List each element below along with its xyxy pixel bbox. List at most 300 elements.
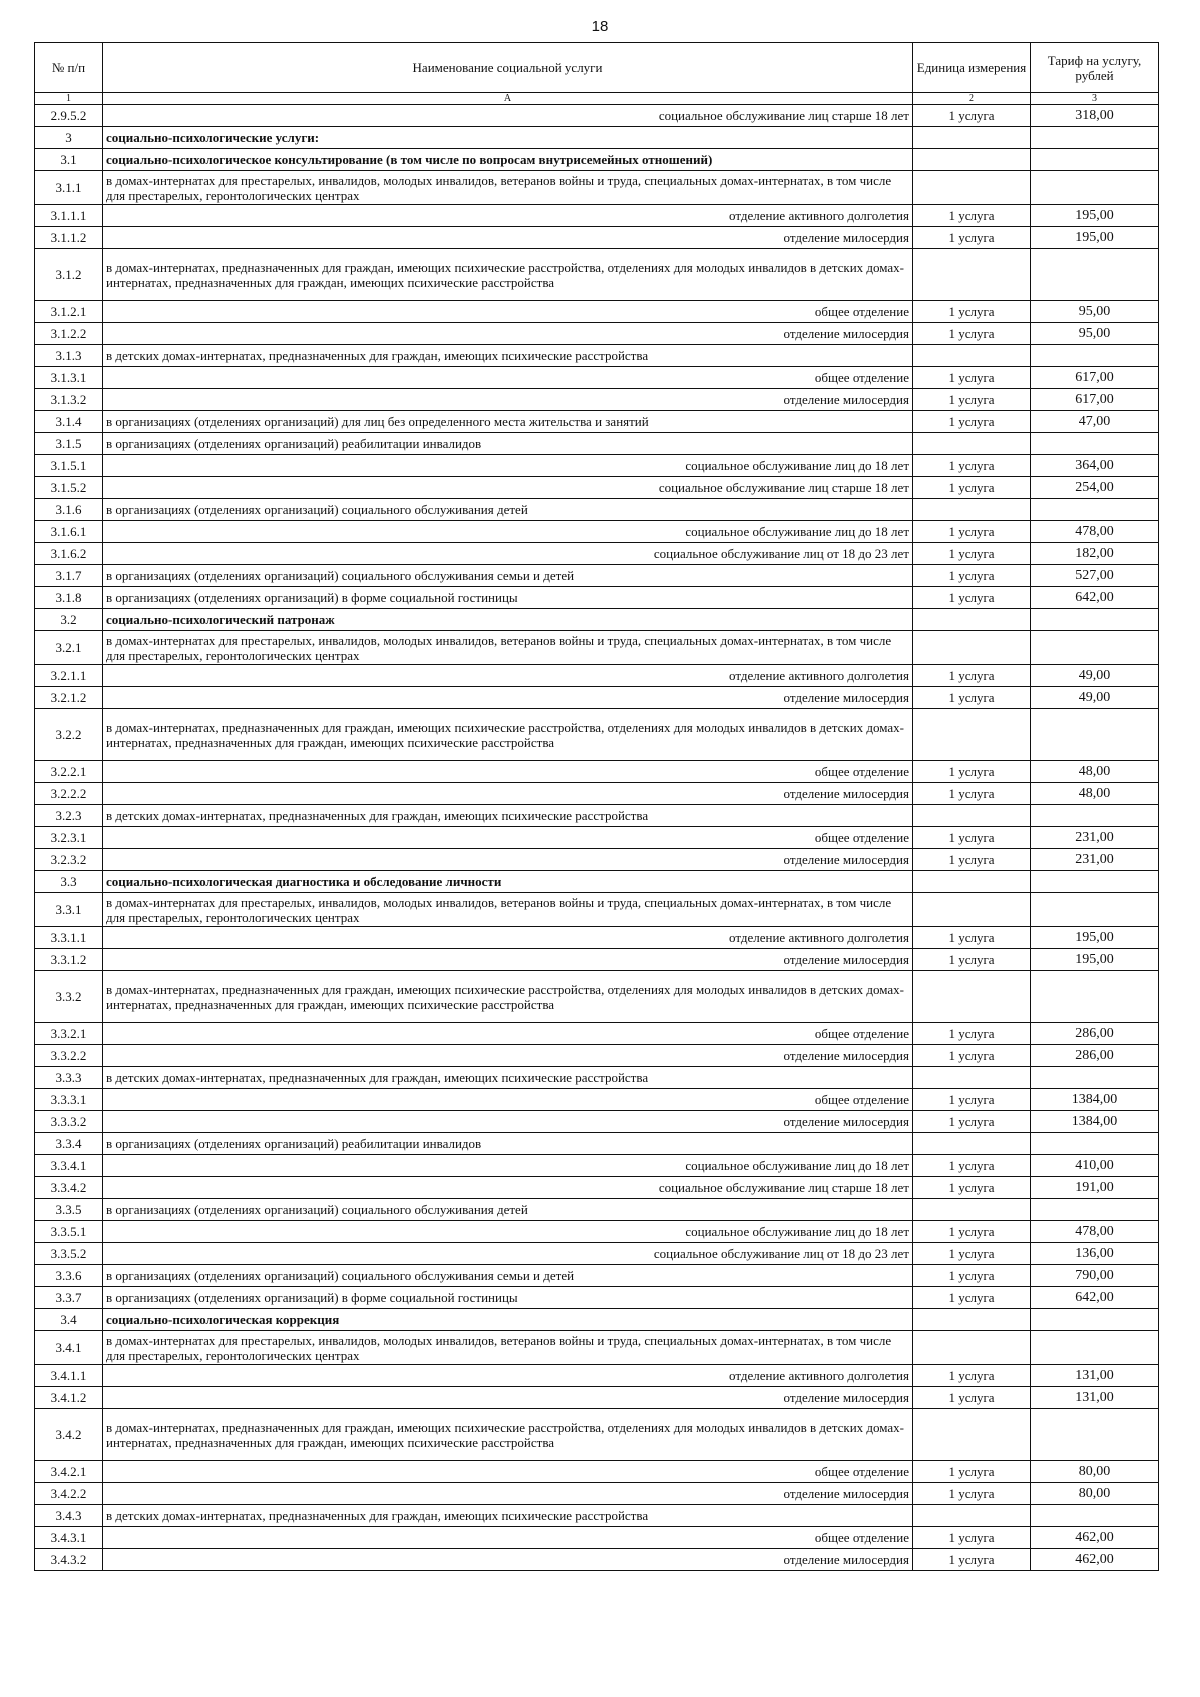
table-row	[35, 1243, 1159, 1265]
header-name: Наименование социальной услуги	[103, 43, 913, 93]
table-row	[35, 783, 1159, 805]
row-tariff: 136,00	[1031, 1243, 1159, 1265]
row-number: 3.2.2	[35, 709, 103, 761]
row-unit	[913, 631, 1031, 665]
table-row	[35, 323, 1159, 345]
row-service-name: в детских домах-интернатах, предназначенных для граждан, имеющих психические расстройства	[103, 805, 913, 827]
row-tariff: 286,00	[1031, 1023, 1159, 1045]
row-service-name: социальное обслуживание лиц старше 18 лет	[103, 477, 913, 499]
row-tariff: 49,00	[1031, 687, 1159, 709]
row-number: 3.3.2	[35, 971, 103, 1023]
table-row	[35, 1045, 1159, 1067]
row-service-name: общее отделение	[103, 1527, 913, 1549]
table-row	[35, 565, 1159, 587]
table-row	[35, 1409, 1159, 1461]
row-unit: 1 услуга	[913, 1111, 1031, 1133]
row-tariff: 478,00	[1031, 521, 1159, 543]
row-number: 3.1.2.2	[35, 323, 103, 345]
row-unit	[913, 249, 1031, 301]
table-row	[35, 1089, 1159, 1111]
row-unit: 1 услуга	[913, 849, 1031, 871]
row-number: 3.2.1	[35, 631, 103, 665]
row-number: 3.3	[35, 871, 103, 893]
row-number: 3.1	[35, 149, 103, 171]
row-number: 3.1.2	[35, 249, 103, 301]
row-unit	[913, 127, 1031, 149]
table-row	[35, 761, 1159, 783]
row-number: 3.3.4.2	[35, 1177, 103, 1199]
row-tariff	[1031, 1409, 1159, 1461]
row-number: 3.3.3.2	[35, 1111, 103, 1133]
row-service-name: социальное обслуживание лиц старше 18 лет	[103, 1177, 913, 1199]
row-service-name: социальное обслуживание лиц старше 18 лет	[103, 105, 913, 127]
row-number: 3	[35, 127, 103, 149]
row-service-name: общее отделение	[103, 827, 913, 849]
row-number: 3.1.3.2	[35, 389, 103, 411]
row-service-name: отделение активного долголетия	[103, 1365, 913, 1387]
table-row	[35, 389, 1159, 411]
row-unit: 1 услуга	[913, 411, 1031, 433]
table-row	[35, 433, 1159, 455]
row-number: 3.4.1.1	[35, 1365, 103, 1387]
row-tariff	[1031, 1331, 1159, 1365]
row-service-name: отделение милосердия	[103, 1111, 913, 1133]
row-service-name: в домах-интернатах для престарелых, инвалидов, молодых инвалидов, ветеранов войны и труда, специальных домах-интернатах, в том числе для престарелых, геронтологических центрах	[103, 631, 913, 665]
table-row	[35, 949, 1159, 971]
table-row	[35, 249, 1159, 301]
row-service-name: в домах-интернатах для престарелых, инвалидов, молодых инвалидов, ветеранов войны и труда, специальных домах-интернатах, в том числе для престарелых, геронтологических центрах	[103, 893, 913, 927]
row-number: 3.1.6	[35, 499, 103, 521]
header-num: № п/п	[35, 43, 103, 93]
header-tariff: Тариф на услугу, рублей	[1031, 43, 1159, 93]
row-service-name: общее отделение	[103, 301, 913, 323]
row-tariff	[1031, 631, 1159, 665]
row-tariff: 195,00	[1031, 927, 1159, 949]
row-number: 3.1.6.1	[35, 521, 103, 543]
row-tariff: 49,00	[1031, 665, 1159, 687]
row-number: 3.2.3.2	[35, 849, 103, 871]
row-tariff: 642,00	[1031, 1287, 1159, 1309]
tariff-table	[34, 42, 1159, 1571]
row-service-name: общее отделение	[103, 1023, 913, 1045]
row-service-name: отделение милосердия	[103, 323, 913, 345]
row-unit: 1 услуга	[913, 323, 1031, 345]
row-tariff: 95,00	[1031, 301, 1159, 323]
row-unit: 1 услуга	[913, 477, 1031, 499]
row-tariff: 364,00	[1031, 455, 1159, 477]
row-service-name: отделение активного долголетия	[103, 665, 913, 687]
table-row	[35, 1549, 1159, 1571]
row-unit: 1 услуга	[913, 1483, 1031, 1505]
row-tariff	[1031, 1309, 1159, 1331]
table-row	[35, 1265, 1159, 1287]
row-unit: 1 услуга	[913, 565, 1031, 587]
row-number: 3.1.8	[35, 587, 103, 609]
row-tariff	[1031, 171, 1159, 205]
table-row	[35, 543, 1159, 565]
row-unit: 1 услуга	[913, 1089, 1031, 1111]
row-tariff	[1031, 1199, 1159, 1221]
row-unit: 1 услуга	[913, 543, 1031, 565]
row-unit: 1 услуга	[913, 367, 1031, 389]
row-number: 3.3.2.1	[35, 1023, 103, 1045]
table-row	[35, 345, 1159, 367]
row-tariff: 617,00	[1031, 389, 1159, 411]
row-tariff: 1384,00	[1031, 1111, 1159, 1133]
row-number: 3.1.2.1	[35, 301, 103, 323]
row-unit: 1 услуга	[913, 949, 1031, 971]
row-tariff: 80,00	[1031, 1483, 1159, 1505]
row-tariff: 80,00	[1031, 1461, 1159, 1483]
row-service-name: в детских домах-интернатах, предназначенных для граждан, имеющих психические расстройства	[103, 1067, 913, 1089]
row-service-name: общее отделение	[103, 1089, 913, 1111]
table-row	[35, 849, 1159, 871]
row-unit: 1 услуга	[913, 105, 1031, 127]
table-row	[35, 301, 1159, 323]
row-service-name: отделение милосердия	[103, 389, 913, 411]
row-tariff: 195,00	[1031, 949, 1159, 971]
row-tariff: 410,00	[1031, 1155, 1159, 1177]
index-num: 1	[35, 93, 103, 105]
row-service-name: социально-психологическая коррекция	[103, 1309, 913, 1331]
row-number: 3.3.5.1	[35, 1221, 103, 1243]
row-service-name: отделение милосердия	[103, 227, 913, 249]
table-row	[35, 1483, 1159, 1505]
row-number: 3.3.5	[35, 1199, 103, 1221]
row-tariff: 47,00	[1031, 411, 1159, 433]
row-unit: 1 услуга	[913, 521, 1031, 543]
row-number: 3.1.1.1	[35, 205, 103, 227]
table-row	[35, 631, 1159, 665]
row-tariff: 191,00	[1031, 1177, 1159, 1199]
row-tariff	[1031, 249, 1159, 301]
row-tariff: 95,00	[1031, 323, 1159, 345]
row-unit	[913, 171, 1031, 205]
row-unit	[913, 609, 1031, 631]
table-row	[35, 587, 1159, 609]
row-service-name: в организациях (отделениях организаций) социального обслуживания семьи и детей	[103, 565, 913, 587]
row-service-name: социально-психологическое консультирование (в том числе по вопросам внутрисемейных отношений)	[103, 149, 913, 171]
table-row	[35, 971, 1159, 1023]
row-number: 3.4.2.1	[35, 1461, 103, 1483]
row-number: 3.2.2.2	[35, 783, 103, 805]
row-service-name: отделение милосердия	[103, 949, 913, 971]
row-tariff: 617,00	[1031, 367, 1159, 389]
row-tariff	[1031, 893, 1159, 927]
row-tariff	[1031, 709, 1159, 761]
row-unit	[913, 1067, 1031, 1089]
row-tariff	[1031, 127, 1159, 149]
column-index-row	[35, 93, 1159, 105]
row-service-name: в домах-интернатах, предназначенных для граждан, имеющих психические расстройства, отделениях для молодых инвалидов в детских домах-интернатах, предназначенных для граждан, имеющих психические расстройства	[103, 709, 913, 761]
row-number: 3.3.1.1	[35, 927, 103, 949]
row-number: 3.1.5.2	[35, 477, 103, 499]
row-service-name: отделение милосердия	[103, 1387, 913, 1409]
row-tariff	[1031, 149, 1159, 171]
row-number: 3.4.1	[35, 1331, 103, 1365]
row-number: 3.3.3	[35, 1067, 103, 1089]
row-unit	[913, 871, 1031, 893]
row-tariff	[1031, 805, 1159, 827]
header-unit: Единица измерения	[913, 43, 1031, 93]
row-tariff	[1031, 971, 1159, 1023]
row-number: 3.4.3.2	[35, 1549, 103, 1571]
row-number: 3.3.7	[35, 1287, 103, 1309]
row-number: 3.1.4	[35, 411, 103, 433]
row-number: 3.2	[35, 609, 103, 631]
row-unit: 1 услуга	[913, 1387, 1031, 1409]
row-service-name: в детских домах-интернатах, предназначенных для граждан, имеющих психические расстройства	[103, 345, 913, 367]
row-tariff: 131,00	[1031, 1387, 1159, 1409]
table-row	[35, 205, 1159, 227]
row-service-name: в организациях (отделениях организаций) для лиц без определенного места жительства и занятий	[103, 411, 913, 433]
row-unit	[913, 971, 1031, 1023]
row-number: 2.9.5.2	[35, 105, 103, 127]
row-service-name: социально-психологическая диагностика и обследование личности	[103, 871, 913, 893]
table-row	[35, 805, 1159, 827]
row-service-name: в организациях (отделениях организаций) реабилитации инвалидов	[103, 1133, 913, 1155]
row-unit: 1 услуга	[913, 227, 1031, 249]
row-unit: 1 услуга	[913, 1243, 1031, 1265]
table-row	[35, 1177, 1159, 1199]
row-tariff: 790,00	[1031, 1265, 1159, 1287]
row-number: 3.3.2.2	[35, 1045, 103, 1067]
row-tariff: 48,00	[1031, 783, 1159, 805]
row-unit: 1 услуга	[913, 301, 1031, 323]
table-row	[35, 1221, 1159, 1243]
row-number: 3.2.2.1	[35, 761, 103, 783]
row-unit: 1 услуга	[913, 1155, 1031, 1177]
row-unit	[913, 1309, 1031, 1331]
row-tariff: 48,00	[1031, 761, 1159, 783]
row-unit: 1 услуга	[913, 761, 1031, 783]
row-service-name: общее отделение	[103, 1461, 913, 1483]
row-service-name: в организациях (отделениях организаций) в форме социальной гостиницы	[103, 1287, 913, 1309]
table-row	[35, 1155, 1159, 1177]
row-unit	[913, 345, 1031, 367]
table-row	[35, 1067, 1159, 1089]
row-unit: 1 услуга	[913, 687, 1031, 709]
table-row	[35, 127, 1159, 149]
row-number: 3.4.2	[35, 1409, 103, 1461]
row-number: 3.1.5.1	[35, 455, 103, 477]
table-row	[35, 105, 1159, 127]
row-service-name: в организациях (отделениях организаций) социального обслуживания детей	[103, 499, 913, 521]
table-row	[35, 709, 1159, 761]
row-service-name: в организациях (отделениях организаций) в форме социальной гостиницы	[103, 587, 913, 609]
row-service-name: в домах-интернатах, предназначенных для граждан, имеющих психические расстройства, отделениях для молодых инвалидов в детских домах-интернатах, предназначенных для граждан, имеющих психические расстройства	[103, 249, 913, 301]
row-number: 3.2.1.1	[35, 665, 103, 687]
row-service-name: общее отделение	[103, 761, 913, 783]
row-number: 3.3.3.1	[35, 1089, 103, 1111]
table-row	[35, 1461, 1159, 1483]
row-number: 3.4.3.1	[35, 1527, 103, 1549]
row-service-name: общее отделение	[103, 367, 913, 389]
row-number: 3.4	[35, 1309, 103, 1331]
table-row	[35, 1365, 1159, 1387]
row-service-name: отделение милосердия	[103, 1549, 913, 1571]
row-number: 3.3.4.1	[35, 1155, 103, 1177]
row-number: 3.1.1.2	[35, 227, 103, 249]
row-tariff: 478,00	[1031, 1221, 1159, 1243]
table-row	[35, 1331, 1159, 1365]
row-unit	[913, 709, 1031, 761]
table-row	[35, 499, 1159, 521]
row-unit: 1 услуга	[913, 827, 1031, 849]
row-service-name: социальное обслуживание лиц до 18 лет	[103, 1221, 913, 1243]
table-row	[35, 827, 1159, 849]
row-number: 3.1.6.2	[35, 543, 103, 565]
row-number: 3.2.3	[35, 805, 103, 827]
row-tariff	[1031, 433, 1159, 455]
table-row	[35, 1527, 1159, 1549]
row-number: 3.2.3.1	[35, 827, 103, 849]
table-row	[35, 367, 1159, 389]
row-unit: 1 услуга	[913, 1177, 1031, 1199]
row-tariff	[1031, 345, 1159, 367]
row-tariff	[1031, 499, 1159, 521]
row-service-name: отделение милосердия	[103, 687, 913, 709]
row-tariff: 195,00	[1031, 205, 1159, 227]
row-number: 3.1.7	[35, 565, 103, 587]
row-service-name: в детских домах-интернатах, предназначенных для граждан, имеющих психические расстройства	[103, 1505, 913, 1527]
row-unit: 1 услуга	[913, 1365, 1031, 1387]
row-tariff	[1031, 609, 1159, 631]
row-service-name: отделение активного долголетия	[103, 205, 913, 227]
page-number: 18	[591, 18, 609, 35]
table-row	[35, 1505, 1159, 1527]
row-tariff: 131,00	[1031, 1365, 1159, 1387]
row-unit: 1 услуга	[913, 1045, 1031, 1067]
row-unit	[913, 499, 1031, 521]
row-tariff	[1031, 871, 1159, 893]
row-service-name: в организациях (отделениях организаций) социального обслуживания семьи и детей	[103, 1265, 913, 1287]
row-service-name: социально-психологические услуги:	[103, 127, 913, 149]
row-unit	[913, 805, 1031, 827]
row-unit: 1 услуга	[913, 665, 1031, 687]
row-unit: 1 услуга	[913, 1549, 1031, 1571]
row-unit: 1 услуга	[913, 1221, 1031, 1243]
row-unit: 1 услуга	[913, 389, 1031, 411]
table-row	[35, 927, 1159, 949]
row-service-name: в организациях (отделениях организаций) социального обслуживания детей	[103, 1199, 913, 1221]
table-body	[35, 105, 1159, 1571]
table-row	[35, 1309, 1159, 1331]
row-tariff: 1384,00	[1031, 1089, 1159, 1111]
row-unit: 1 услуга	[913, 205, 1031, 227]
row-number: 3.1.3.1	[35, 367, 103, 389]
row-tariff: 254,00	[1031, 477, 1159, 499]
row-unit	[913, 1331, 1031, 1365]
row-unit: 1 услуга	[913, 1287, 1031, 1309]
row-service-name: социальное обслуживание лиц до 18 лет	[103, 455, 913, 477]
row-tariff: 231,00	[1031, 827, 1159, 849]
row-unit: 1 услуга	[913, 587, 1031, 609]
row-unit	[913, 1199, 1031, 1221]
row-number: 3.4.2.2	[35, 1483, 103, 1505]
row-tariff: 182,00	[1031, 543, 1159, 565]
row-number: 3.3.4	[35, 1133, 103, 1155]
row-tariff: 231,00	[1031, 849, 1159, 871]
row-unit	[913, 893, 1031, 927]
table-row	[35, 477, 1159, 499]
row-tariff: 318,00	[1031, 105, 1159, 127]
table-row	[35, 1111, 1159, 1133]
row-tariff: 642,00	[1031, 587, 1159, 609]
row-tariff: 195,00	[1031, 227, 1159, 249]
row-service-name: в домах-интернатах для престарелых, инвалидов, молодых инвалидов, ветеранов войны и труда, специальных домах-интернатах, в том числе для престарелых, геронтологических центрах	[103, 171, 913, 205]
row-unit	[913, 1505, 1031, 1527]
row-tariff	[1031, 1067, 1159, 1089]
table-row	[35, 1387, 1159, 1409]
index-unit: 2	[913, 93, 1031, 105]
row-service-name: отделение активного долголетия	[103, 927, 913, 949]
row-service-name: социальное обслуживание лиц до 18 лет	[103, 521, 913, 543]
table-row	[35, 521, 1159, 543]
table-row	[35, 871, 1159, 893]
row-number: 3.3.5.2	[35, 1243, 103, 1265]
row-tariff: 462,00	[1031, 1549, 1159, 1571]
table-row	[35, 227, 1159, 249]
row-unit: 1 услуга	[913, 455, 1031, 477]
table-row	[35, 665, 1159, 687]
table-row	[35, 609, 1159, 631]
row-service-name: отделение милосердия	[103, 783, 913, 805]
row-number: 3.2.1.2	[35, 687, 103, 709]
table-row	[35, 1287, 1159, 1309]
row-unit: 1 услуга	[913, 1461, 1031, 1483]
row-unit: 1 услуга	[913, 1527, 1031, 1549]
index-name: А	[103, 93, 913, 105]
table-row	[35, 455, 1159, 477]
table-row	[35, 687, 1159, 709]
table-row	[35, 171, 1159, 205]
row-tariff: 462,00	[1031, 1527, 1159, 1549]
row-service-name: социально-психологический патронаж	[103, 609, 913, 631]
row-unit: 1 услуга	[913, 927, 1031, 949]
row-unit	[913, 1409, 1031, 1461]
row-unit: 1 услуга	[913, 1023, 1031, 1045]
row-number: 3.4.3	[35, 1505, 103, 1527]
row-unit	[913, 1133, 1031, 1155]
table-row	[35, 411, 1159, 433]
row-number: 3.3.6	[35, 1265, 103, 1287]
row-tariff: 286,00	[1031, 1045, 1159, 1067]
row-service-name: отделение милосердия	[103, 1045, 913, 1067]
row-unit	[913, 149, 1031, 171]
row-service-name: в домах-интернатах, предназначенных для граждан, имеющих психические расстройства, отделениях для молодых инвалидов в детских домах-интернатах, предназначенных для граждан, имеющих психические расстройства	[103, 971, 913, 1023]
row-service-name: социальное обслуживание лиц от 18 до 23 лет	[103, 543, 913, 565]
table-row	[35, 1023, 1159, 1045]
row-number: 3.1.1	[35, 171, 103, 205]
row-number: 3.1.5	[35, 433, 103, 455]
row-number: 3.3.1	[35, 893, 103, 927]
row-unit	[913, 433, 1031, 455]
row-unit: 1 услуга	[913, 783, 1031, 805]
row-tariff	[1031, 1505, 1159, 1527]
table-header	[35, 43, 1159, 105]
header-row	[35, 43, 1159, 93]
row-service-name: социальное обслуживание лиц от 18 до 23 лет	[103, 1243, 913, 1265]
row-service-name: в домах-интернатах для престарелых, инвалидов, молодых инвалидов, ветеранов войны и труда, специальных домах-интернатах, в том числе для престарелых, геронтологических центрах	[103, 1331, 913, 1365]
row-number: 3.4.1.2	[35, 1387, 103, 1409]
row-tariff	[1031, 1133, 1159, 1155]
row-number: 3.1.3	[35, 345, 103, 367]
row-number: 3.3.1.2	[35, 949, 103, 971]
table-row	[35, 1199, 1159, 1221]
row-service-name: социальное обслуживание лиц до 18 лет	[103, 1155, 913, 1177]
index-tariff: 3	[1031, 93, 1159, 105]
